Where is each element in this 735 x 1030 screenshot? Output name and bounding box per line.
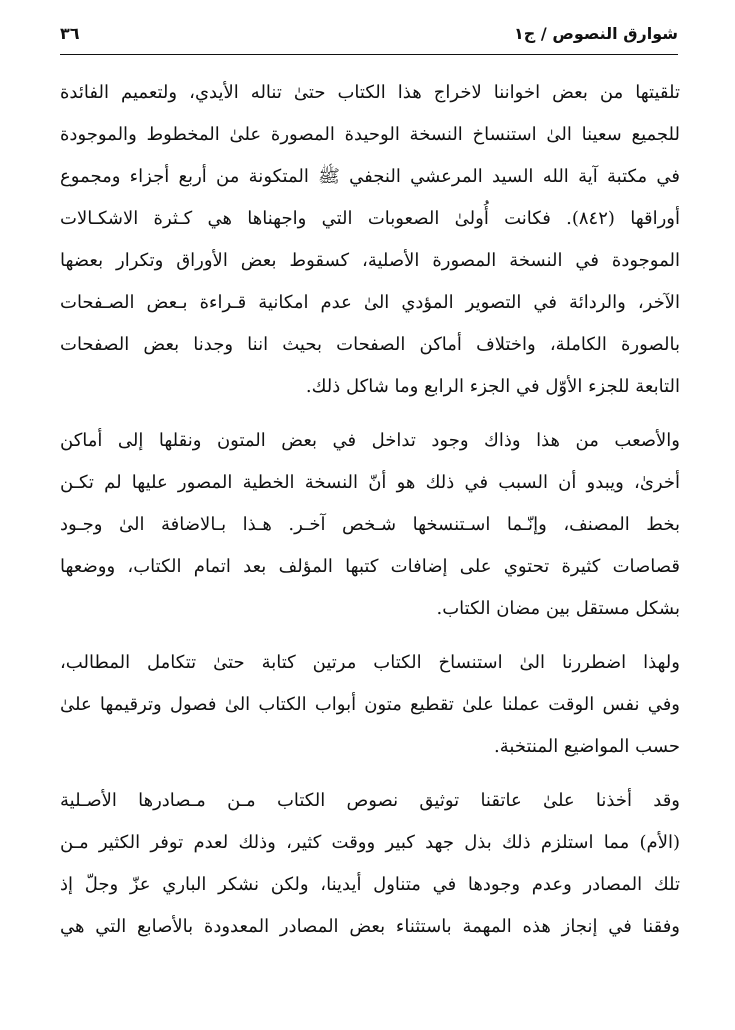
paragraph-2 <box>60 420 680 630</box>
paragraph-gap <box>60 408 680 420</box>
text-line: بشكل مستقل بين مضان الكتاب. <box>436 598 680 619</box>
page-number: ٣٦ <box>60 24 80 43</box>
text-line: بخط المصنف، وإنّـما اسـتنسخها شـخص آخـر. هـذا بـالاضافة الىٰ وجـود <box>60 514 680 535</box>
page-header <box>60 22 678 52</box>
text-line: بالصورة الكاملة، واختلاف أماكن الصفحات بحيث اننا وجدنا بعض الصفحات <box>60 334 680 355</box>
text-line: حسب المواضيع المنتخبة. <box>494 736 680 757</box>
text-line: وفي نفس الوقت عملنا علىٰ تقطيع متون أبواب الكتاب الىٰ فصول وترقيمها علىٰ <box>60 694 680 715</box>
paragraph-4 <box>60 780 680 948</box>
text-line: أخرىٰ، ويبدو أن السبب في ذلك هو أنّ النسخة الخطية المصور عليها لم تكـن <box>60 472 680 493</box>
text-line: وفقنا في إنجاز هذه المهمة باستثناء بعض المصادر المعدودة بالأصابع التي هي <box>60 916 680 937</box>
text-line: ولهذا اضطررنا الىٰ استنساخ الكتاب مرتين كتابة حتىٰ تتكامل المطالب، <box>60 652 680 673</box>
paragraph-gap <box>60 630 680 642</box>
body-text <box>60 72 680 948</box>
text-line: التابعة للجزء الأوّل في الجزء الرابع وما شاكل ذلك. <box>305 376 680 397</box>
text-line: أوراقها (٨٤٢). فكانت أُولىٰ الصعوبات التي واجهناها هي كـثرة الاشكـالات <box>60 208 680 229</box>
text-line: تلك المصادر وعدم وجودها في متناول أيدينا، ولكن نشكر الباري عزّ وجلّ إذ <box>60 874 680 895</box>
text-line: الموجودة في النسخة المصورة الأصلية، كسقوط بعض الأوراق وتكرار بعضها <box>60 250 680 271</box>
text-line: في مكتبة آية الله السيد المرعشي النجفي ﷺ المتكونة من أربع أجزاء ومجموع <box>60 166 680 187</box>
text-line: للجميع سعينا الىٰ استنساخ النسخة الوحيدة المصورة علىٰ المخطوط والموجودة <box>60 124 680 145</box>
text-line: وقد أخذنا علىٰ عاتقنا توثيق نصوص الكتاب مـن مـصادرها الأصـلية <box>60 790 680 811</box>
text-line: الآخر، والردائة في التصوير المؤدي الىٰ عدم امكانية قـراءة بـعض الصـفحات <box>60 292 680 313</box>
text-line: قصاصات كثيرة تحتوي على إضافات كتبها المؤلف بعد اتمام الكتاب، ووضعها <box>60 556 680 577</box>
text-line: (الأم) مما استلزم ذلك بذل جهد كبير ووقت كثير، وذلك لعدم توفر الكثير مـن <box>60 832 680 853</box>
running-title: شوارق النصوص / ج١ <box>514 24 678 43</box>
text-line: تلقيتها من بعض اخواننا لاخراج هذا الكتاب حتىٰ تناله الأيدي، ولتعميم الفائدة <box>60 82 680 103</box>
header-rule <box>60 54 678 55</box>
paragraph-1 <box>60 72 680 408</box>
paragraph-gap <box>60 768 680 780</box>
text-line: والأصعب من هذا وذاك وجود تداخل في بعض المتون ونقلها إلى أماكن <box>60 430 680 451</box>
paragraph-3 <box>60 642 680 768</box>
